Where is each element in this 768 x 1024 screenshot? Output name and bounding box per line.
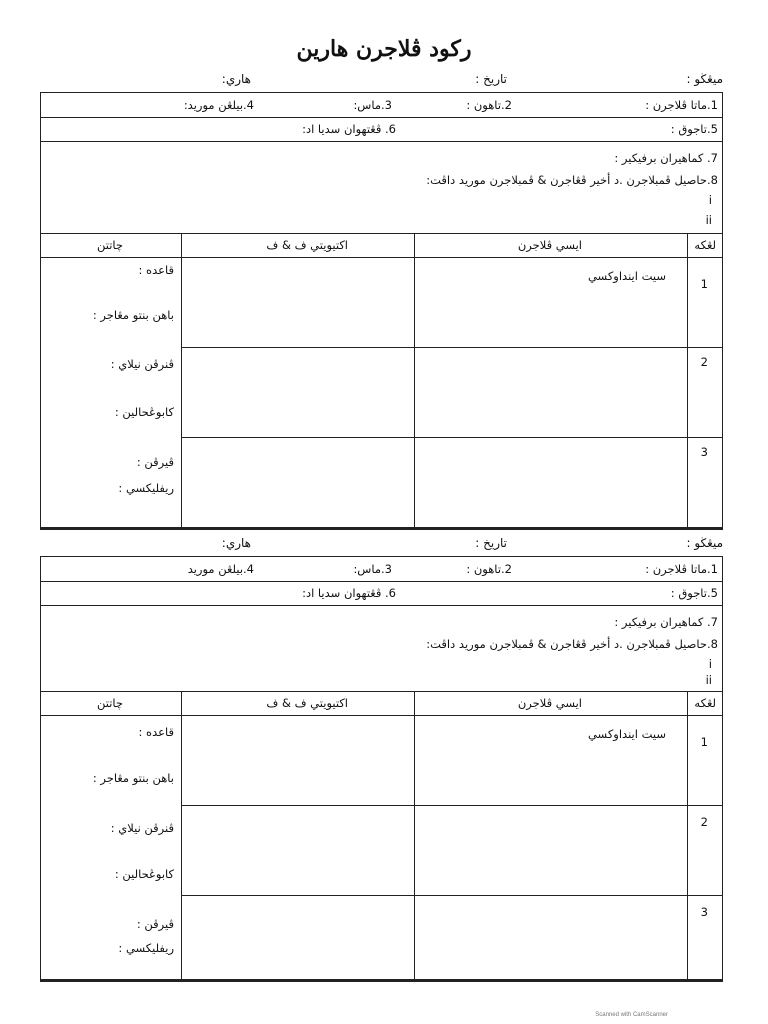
week-label: ميڠڬو : (686, 72, 723, 86)
outcome-i: i (708, 193, 712, 207)
outcome-i: i (708, 657, 712, 671)
step-number: 2 (700, 815, 708, 829)
note-rules: قاعده : (138, 263, 174, 277)
note-closing: ڤيرڤن : (136, 917, 174, 931)
note-reflection: ريفليكسي : (118, 941, 174, 955)
note-teaching-aids: باهن بنتو مڠاجر : (92, 308, 174, 322)
row-topic (41, 117, 722, 142)
field-time: 3.ماس: (353, 98, 392, 112)
day-label: هاري: (221, 72, 251, 86)
field-time: 3.ماس: (353, 562, 392, 576)
row-subject (41, 93, 722, 118)
field-subject: 1.ماتا ڤلاجرن : (645, 562, 718, 576)
content-text: سيت اينداوكسي (587, 727, 666, 741)
field-year: 2.تاهون : (466, 98, 512, 112)
note-connection: كابوڠحالين : (114, 405, 174, 419)
lesson-table (41, 233, 722, 527)
step-number: 1 (700, 277, 708, 291)
row-subject (41, 557, 722, 582)
form-box (40, 92, 723, 528)
date-label: تاريخ : (475, 72, 507, 86)
note-closing: ڤيرڤن : (136, 455, 174, 469)
day-label: هاري: (221, 536, 251, 550)
row-objectives (41, 141, 722, 234)
note-rules: قاعده : (138, 725, 174, 739)
note-values: ڤنرڤن نيلاي : (110, 357, 174, 371)
field-learning-outcome: 8.حاصيل ڤمبلاجرن .د أخير ڤڠاجرن & ڤمبلاجرن موريد داڤت: (426, 173, 718, 187)
date-label: تاريخ : (475, 536, 507, 550)
field-prior-knowledge: 6. ڤڠتهوان سديا اد: (302, 586, 396, 600)
content-text: سيت اينداوكسي (587, 269, 666, 283)
header-activity: اكتيويتي ف & ف (266, 238, 348, 252)
form-box (40, 556, 723, 980)
page-title: رکود ڤلاجرن هارين (296, 36, 472, 62)
field-subject: 1.ماتا ڤلاجرن : (645, 98, 718, 112)
lesson-form-1 (40, 70, 723, 530)
row-objectives (41, 605, 722, 692)
step-number: 3 (700, 445, 708, 459)
header-notes: چاتتن (97, 696, 124, 710)
lesson-form-2 (40, 534, 723, 984)
note-reflection: ريفليكسي : (118, 481, 174, 495)
field-students: 4.بيلڠن موريد (187, 562, 254, 576)
header-step: لڠكه (694, 238, 716, 252)
header-activity: اكتيويتي ف & ف (266, 696, 348, 710)
header-content: ايسي ڤلاجرن (517, 238, 582, 252)
week-label: ميڠڬو : (686, 536, 723, 550)
field-students: 4.بيلڠن موريد: (183, 98, 254, 112)
field-topic: 5.تاجوق : (670, 122, 718, 136)
meta-row (40, 70, 723, 90)
note-connection: كابوڠحالين : (114, 867, 174, 881)
field-thinking-skills: 7. كماهيران برفيكير : (614, 615, 718, 629)
step-number: 2 (700, 355, 708, 369)
outcome-ii: ii (705, 673, 712, 687)
header-step: لڠكه (694, 696, 716, 710)
lesson-table (41, 691, 722, 979)
note-values: ڤنرڤن نيلاي : (110, 821, 174, 835)
header-content: ايسي ڤلاجرن (517, 696, 582, 710)
field-topic: 5.تاجوق : (670, 586, 718, 600)
note-teaching-aids: باهن بنتو مڠاجر : (92, 771, 174, 785)
header-notes: چاتتن (97, 238, 124, 252)
field-learning-outcome: 8.حاصيل ڤمبلاجرن .د أخير ڤڠاجرن & ڤمبلاجرن موريد داڤت: (426, 637, 718, 651)
field-prior-knowledge: 6. ڤڠتهوان سديا اد: (302, 122, 396, 136)
step-number: 3 (700, 905, 708, 919)
scanner-watermark: Scanned with CamScanner (595, 1012, 668, 1018)
field-thinking-skills: 7. كماهيران برفيكير : (614, 151, 718, 165)
outcome-ii: ii (705, 213, 712, 227)
row-topic (41, 581, 722, 606)
field-year: 2.تاهون : (466, 562, 512, 576)
meta-row (40, 534, 723, 554)
step-number: 1 (700, 735, 708, 749)
